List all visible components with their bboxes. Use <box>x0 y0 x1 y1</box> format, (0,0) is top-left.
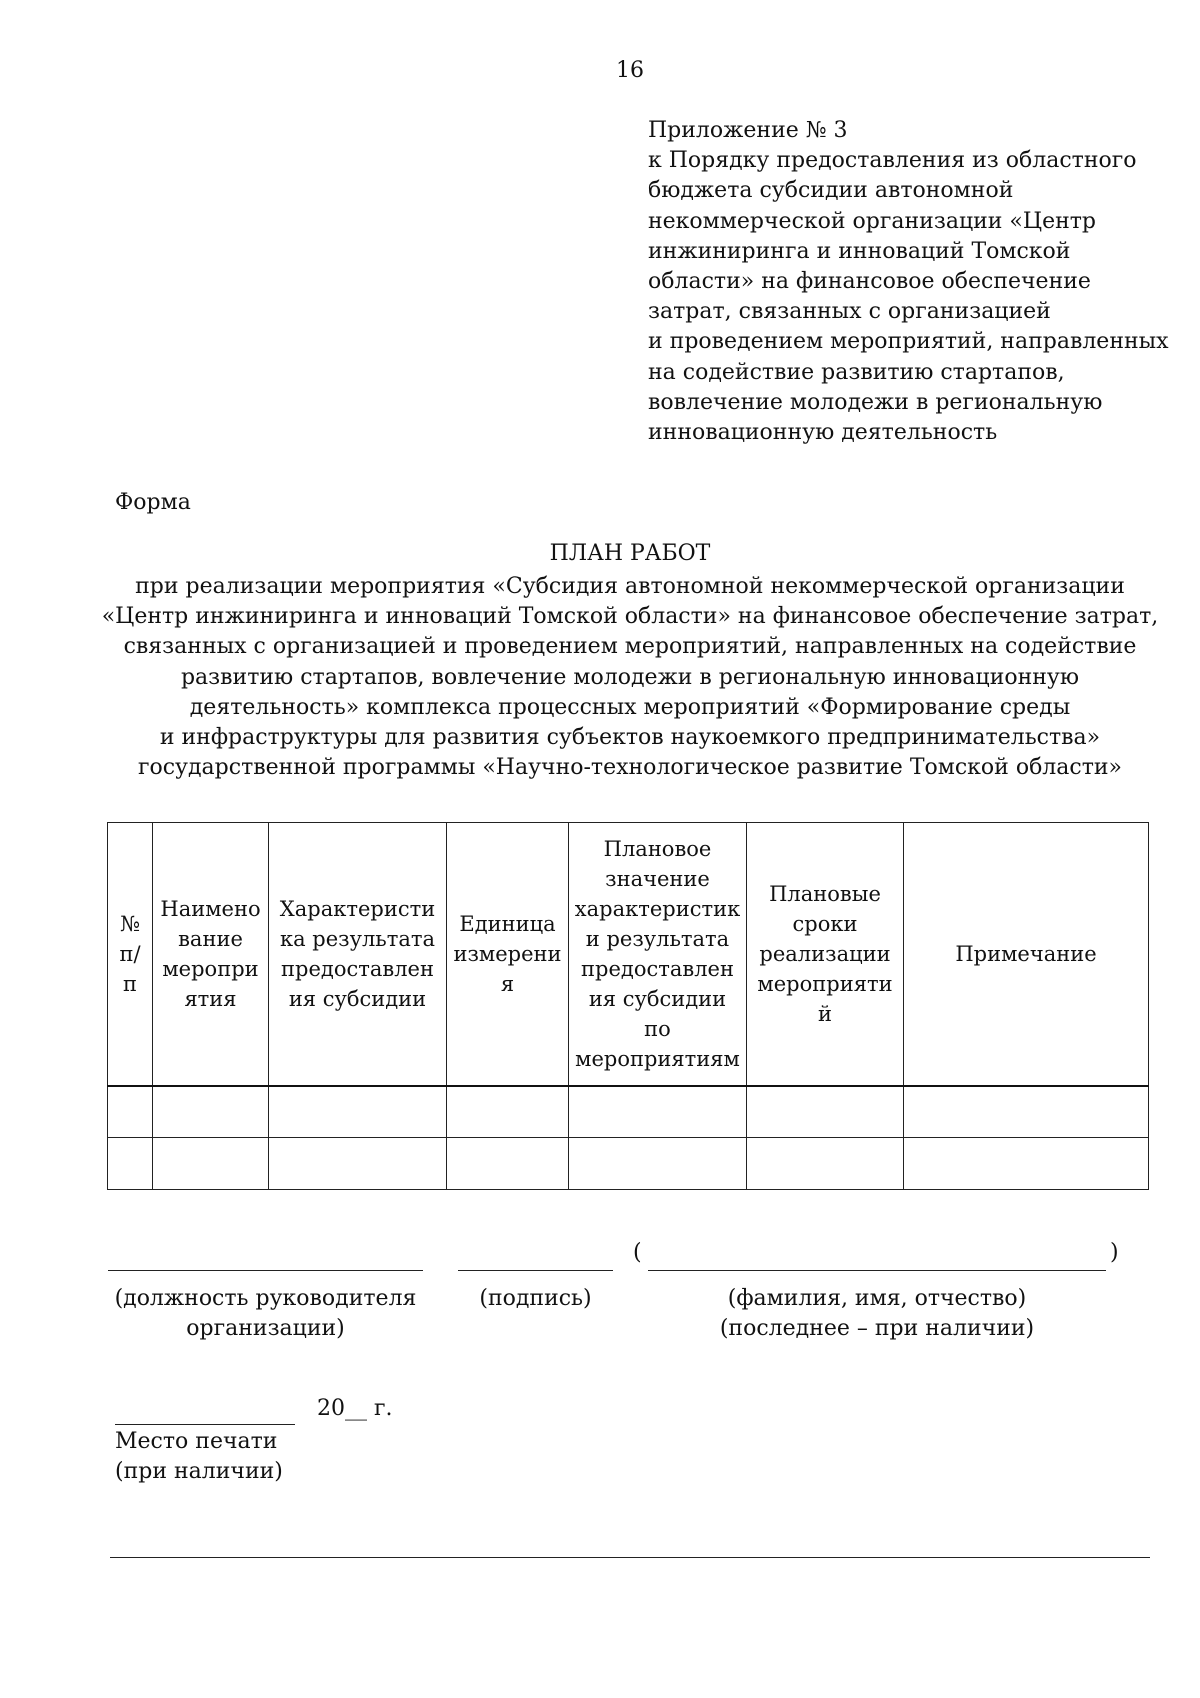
appendix-line: некоммерческой организации «Центр <box>648 208 1097 234</box>
plan-description-line: государственной программы «Научно-технологическое развитие Томской области» <box>137 755 1123 781</box>
table-row <box>108 1138 1149 1190</box>
plan-description-line: связанных с организацией и проведением мероприятий, направленных на содействие <box>123 634 1137 660</box>
plan-description-line: развитию стартапов, вовлечение молодежи в региональную инновационную <box>180 664 1080 690</box>
plan-description-line: деятельность» комплекса процессных мероприятий «Формирование среды <box>189 694 1071 720</box>
plan-description-line: при реализации мероприятия «Субсидия автономной некоммерческой организации <box>135 574 1125 599</box>
table-cell <box>153 1138 269 1190</box>
table-cell <box>569 1138 747 1190</box>
table-cell <box>269 1086 447 1138</box>
table-cell <box>108 1138 153 1190</box>
appendix-line: области» на финансовое обеспечение <box>648 269 1091 295</box>
date-line <box>115 1424 295 1425</box>
table-header-row <box>108 823 1149 1086</box>
signature-line <box>458 1270 613 1271</box>
appendix-line: затрат, связанных с организацией <box>648 299 1051 325</box>
appendix-line: бюджета субсидии автономной <box>648 178 1014 204</box>
header-number: № п/ п <box>108 823 153 1086</box>
form-label: Форма <box>115 490 191 515</box>
appendix-line: на содействие развитию стартапов, <box>648 359 1065 385</box>
appendix-line: и проведением мероприятий, направленных <box>648 329 1169 355</box>
seal-line: (при наличии) <box>115 1459 283 1484</box>
header-note: Примечание <box>904 823 1149 1086</box>
table-cell <box>108 1086 153 1138</box>
table-cell <box>447 1138 569 1190</box>
appendix-line: инновационную деятельность <box>648 420 998 446</box>
plan-title: ПЛАН РАБОТ <box>549 541 711 566</box>
open-paren: ( <box>633 1240 642 1265</box>
header-planned-value: Плановое значение характеристик и результата предоставлен ия субсидии по мероприятиям <box>569 823 747 1086</box>
page-number: 16 <box>616 58 644 83</box>
seal-line: Место печати <box>115 1429 278 1454</box>
header-planned-dates: Плановые сроки реализации мероприяти й <box>747 823 904 1086</box>
appendix-line: инжиниринга и инноваций Томской <box>648 238 1071 264</box>
position-caption: (должность руководителя организации) <box>114 1286 417 1341</box>
appendix-line: Приложение № 3 <box>648 118 848 143</box>
plan-description-line: «Центр инжиниринга и инноваций Томской области» на финансовое обеспечение затрат, <box>101 604 1159 630</box>
appendix-line: к Порядку предоставления из областного <box>648 148 1137 174</box>
table-cell <box>747 1138 904 1190</box>
name-caption: (фамилия, имя, отчество) (последнее – при наличии) <box>719 1286 1035 1341</box>
table-row <box>108 1086 1149 1138</box>
header-unit: Единица измерени я <box>447 823 569 1086</box>
seal-block <box>115 1427 283 1487</box>
table-cell <box>447 1086 569 1138</box>
table-cell <box>904 1138 1149 1190</box>
appendix-block <box>648 116 1168 448</box>
header-result-characteristic: Характеристи ка результата предоставлен ия субсидии <box>269 823 447 1086</box>
position-line <box>108 1270 423 1271</box>
appendix-line: вовлечение молодежи в региональную <box>648 389 1103 415</box>
signature-caption: (подпись) <box>479 1286 592 1311</box>
bottom-rule <box>110 1557 1150 1558</box>
table-cell <box>269 1138 447 1190</box>
header-event-name: Наимено вание меропри ятия <box>153 823 269 1086</box>
table-cell <box>747 1086 904 1138</box>
date-year: 20__ г. <box>317 1396 393 1421</box>
table-cell <box>904 1086 1149 1138</box>
plan-description-line: и инфраструктуры для развития субъектов наукоемкого предпринимательства» <box>159 725 1101 751</box>
close-paren: ) <box>1110 1240 1119 1265</box>
table-cell <box>153 1086 269 1138</box>
plan-description <box>100 572 1160 783</box>
plan-table <box>107 822 1149 1190</box>
table-cell <box>569 1086 747 1138</box>
name-line <box>648 1270 1106 1271</box>
